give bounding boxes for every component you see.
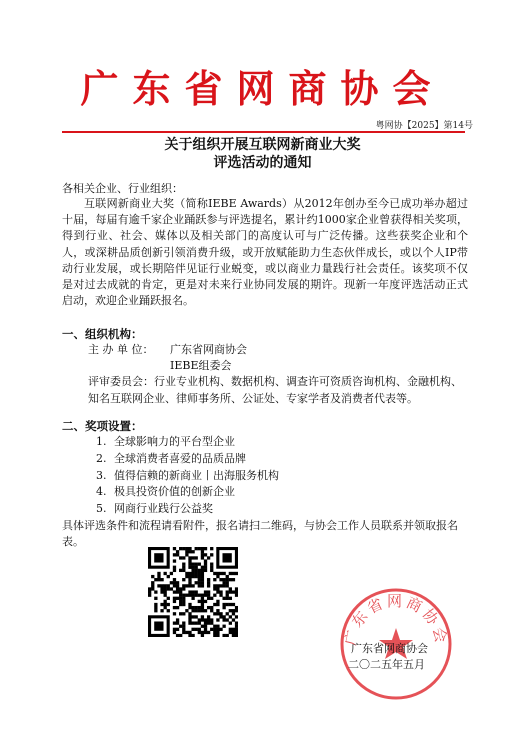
seal-text: 广东省网商协会: [341, 592, 451, 648]
award-number: 1.: [96, 435, 107, 448]
judges-label: 评审委员会：: [88, 375, 154, 388]
award-item: [96, 501, 279, 518]
organizer-label: 主 办 单 位：: [88, 343, 154, 356]
registration-qr-code[interactable]: [148, 547, 238, 637]
salutation: 各相关企业、行业组织：: [62, 182, 183, 195]
awards-list: [96, 434, 279, 518]
doc-number: 粤网协【2025】第14号: [375, 121, 473, 131]
award-item: [96, 468, 279, 485]
award-number: 2.: [96, 451, 107, 465]
award-number: 3.: [96, 468, 107, 482]
section-heading-awards: 二、奖项设置：: [62, 419, 143, 433]
intro-paragraph: 互联网新商业大奖（简称IEBE Awards）从2012年创办至今已成功举办超过十届，每届有逾千家企业踊跃参与评选提名，累计约1000家企业曾获得相关奖项，得到行业、社会、媒体以及相关部门的高度认可与广泛传播。这些获奖企业和个人，或深耕品质创新引领消费升级，或开放赋能助力生态伙伴成长，或以个人IP带动行业发展，或长期陪伴见证行业蜕变，或以商业力量践行社会责任。该奖项不仅是对过去成就的肯定，更是对未来行业协同发展的期许。现新一年度评选活动正式启动，欢迎企业踊跃报名。: [62, 197, 468, 308]
award-number: 4.: [96, 485, 107, 499]
footer-note: 具体评选条件和流程请看附件，报名请扫二维码，与协会工作人员联系并领取报名表。: [62, 519, 458, 549]
award-label: 极具投资价值的创新企业: [114, 485, 235, 499]
award-number: 5.: [96, 502, 107, 516]
award-item: [96, 484, 279, 501]
section-heading-organization: 一、组织机构：: [62, 327, 143, 341]
issue-date: 二〇二五年五月: [348, 658, 425, 671]
award-item: [96, 434, 279, 451]
judges-value: 行业专业机构、数据机构、调查许可资质咨询机构、金融机构、知名互联网企业、律师事务所、公证处、专家学者及消费者代表等。: [88, 375, 462, 405]
doc-title-line-2: 评选活动的通知: [213, 155, 312, 171]
doc-title-line-1: 关于组织开展互联网新商业大奖: [164, 137, 361, 153]
award-label: 网商行业践行公益奖: [114, 502, 213, 516]
award-label: 全球影响力的平台型企业: [114, 435, 235, 448]
organizer-value-1: 广东省网商协会: [170, 343, 247, 356]
award-label: 值得信赖的新商业丨出海服务机构: [114, 468, 279, 482]
judges-block: [88, 374, 468, 408]
award-item: [96, 451, 279, 468]
org-title: 广东省网商协会: [80, 66, 445, 111]
signer: 广东省网商协会: [351, 642, 428, 655]
award-label: 全球消费者喜爱的品质品牌: [114, 451, 246, 465]
organizer-value-2: IEBE组委会: [170, 359, 232, 372]
red-divider: [62, 131, 465, 133]
